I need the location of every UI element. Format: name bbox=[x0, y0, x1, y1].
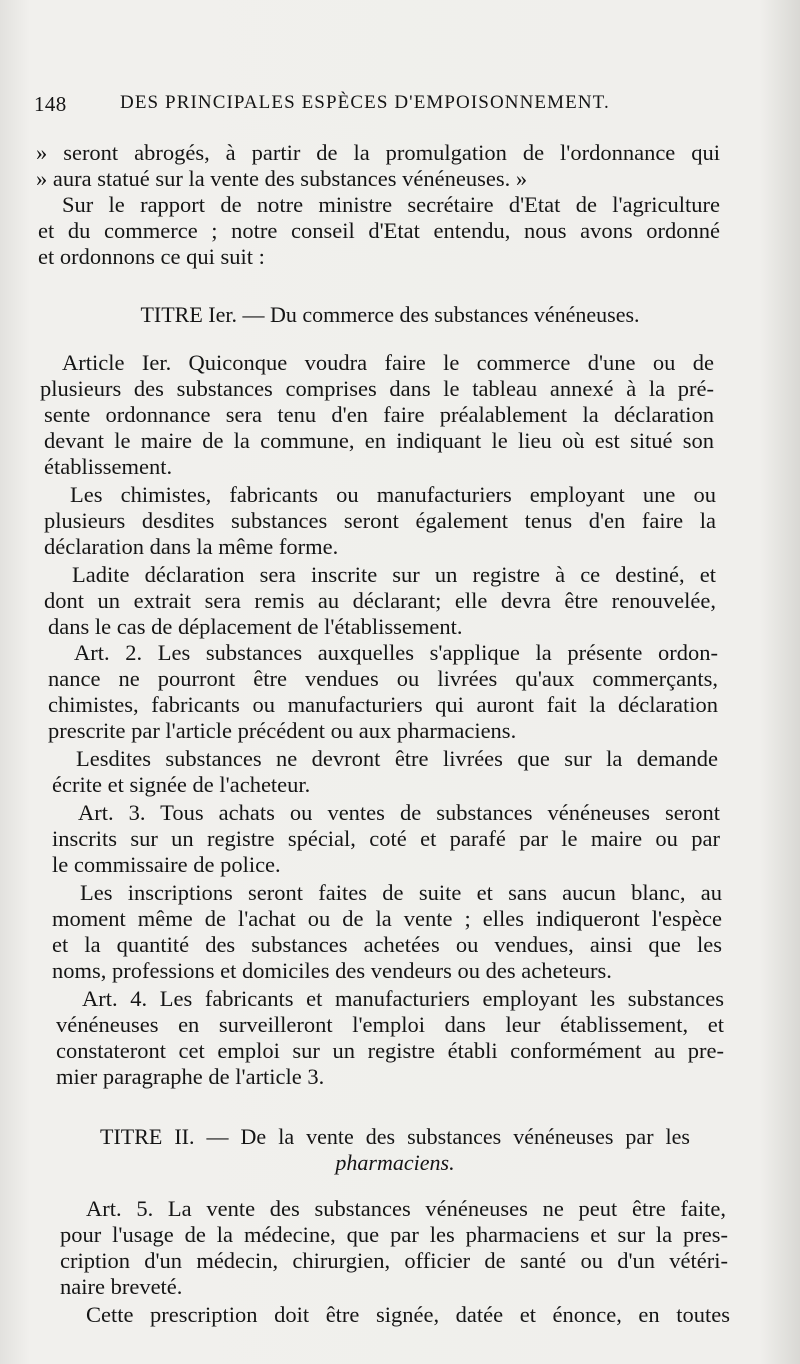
text-line: Lesdites substances ne devront être livrées que sur la demande bbox=[76, 746, 718, 771]
text-line: mier paragraphe de l'article 3. bbox=[56, 1064, 325, 1089]
text-line: prescrite par l'article précédent ou aux pharmaciens. bbox=[48, 718, 517, 743]
text-line: Cette prescription doit être signée, datée et énonce, en toutes bbox=[86, 1302, 730, 1327]
text-line: vénéneuses en surveilleront l'emploi dans leur établissement, et bbox=[56, 1012, 724, 1037]
text-line: naire breveté. bbox=[60, 1274, 183, 1299]
text-line: Art. 3. Tous achats ou ventes de substances vénéneuses seront bbox=[78, 800, 720, 825]
text-line: pour l'usage de la médecine, que par les pharmaciens et sur la pres- bbox=[60, 1222, 728, 1247]
page-number: 148 bbox=[34, 92, 67, 116]
text-line: le commissaire de police. bbox=[52, 852, 281, 877]
text-line: dans le cas de déplacement de l'établissement. bbox=[48, 614, 463, 639]
text-line: dont un extrait sera remis au déclarant; elle devra être renouvelée, bbox=[44, 588, 716, 613]
text-line: nance ne pourront être vendues ou livrées qu'aux commerçants, bbox=[48, 666, 718, 691]
text-line: chimistes, fabricants ou manufacturiers qui auront fait la déclaration bbox=[48, 692, 718, 717]
text-line: Art. 5. La vente des substances vénéneuses ne peut être faite, bbox=[86, 1196, 726, 1221]
text-line: et du commerce ; notre conseil d'Etat entendu, nous avons ordonné bbox=[38, 218, 720, 243]
text-line: Les chimistes, fabricants ou manufacturiers employant une ou bbox=[70, 482, 716, 507]
text-line: et ordonnons ce qui suit : bbox=[38, 244, 265, 269]
section-title-2: TITRE II. — De la vente des substances vénéneuses par les bbox=[100, 1124, 690, 1149]
text-line: constateront cet emploi sur un registre établi conformément au pre- bbox=[56, 1038, 724, 1063]
text-line: Les inscriptions seront faites de suite et sans aucun blanc, au bbox=[80, 880, 722, 905]
section-title-1: TITRE Ier. — Du commerce des substances vénéneuses. bbox=[140, 302, 640, 327]
text-line: plusieurs desdites substances seront également tenus d'en faire la bbox=[44, 508, 716, 533]
text-line: Ladite déclaration sera inscrite sur un registre à ce destiné, et bbox=[72, 562, 716, 587]
text-line: Sur le rapport de notre ministre secrétaire d'Etat de l'agriculture bbox=[62, 192, 720, 217]
text-line: inscrits sur un registre spécial, coté et parafé par le maire ou par bbox=[52, 826, 720, 851]
text-line: écrite et signée de l'acheteur. bbox=[52, 772, 311, 797]
text-line: cription d'un médecin, chirurgien, officier de santé ou d'un vétéri- bbox=[60, 1248, 728, 1273]
text-line: établissement. bbox=[44, 454, 173, 479]
text-line: devant le maire de la commune, en indiquant le lieu où est situé son bbox=[44, 428, 714, 453]
text-line: » aura statué sur la vente des substances vénéneuses. » bbox=[36, 166, 528, 191]
text-line: Art. 4. Les fabricants et manufacturiers employant les substances bbox=[82, 986, 724, 1011]
page-header bbox=[34, 92, 774, 122]
section-title-2-cont: pharmaciens. bbox=[335, 1150, 455, 1175]
text-line: Article Ier. Quiconque voudra faire le commerce d'une ou de bbox=[62, 350, 714, 375]
text-line: noms, professions et domiciles des vendeurs ou des acheteurs. bbox=[52, 958, 612, 983]
text-line: déclaration dans la même forme. bbox=[44, 534, 339, 559]
text-line: et la quantité des substances achetées ou vendues, ainsi que les bbox=[52, 932, 722, 957]
text-line: plusieurs des substances comprises dans le tableau annexé à la pré- bbox=[40, 376, 714, 401]
text-line: sente ordonnance sera tenu d'en faire préalablement la déclaration bbox=[44, 402, 714, 427]
text-line: » seront abrogés, à partir de la promulgation de l'ordonnance qui bbox=[36, 140, 720, 165]
text-line: moment même de l'achat ou de la vente ; elles indiqueront l'espèce bbox=[52, 906, 722, 931]
running-title: DES PRINCIPALES ESPÈCES D'EMPOISONNEMENT. bbox=[120, 92, 610, 113]
text-line: Art. 2. Les substances auxquelles s'applique la présente ordon- bbox=[74, 640, 718, 665]
